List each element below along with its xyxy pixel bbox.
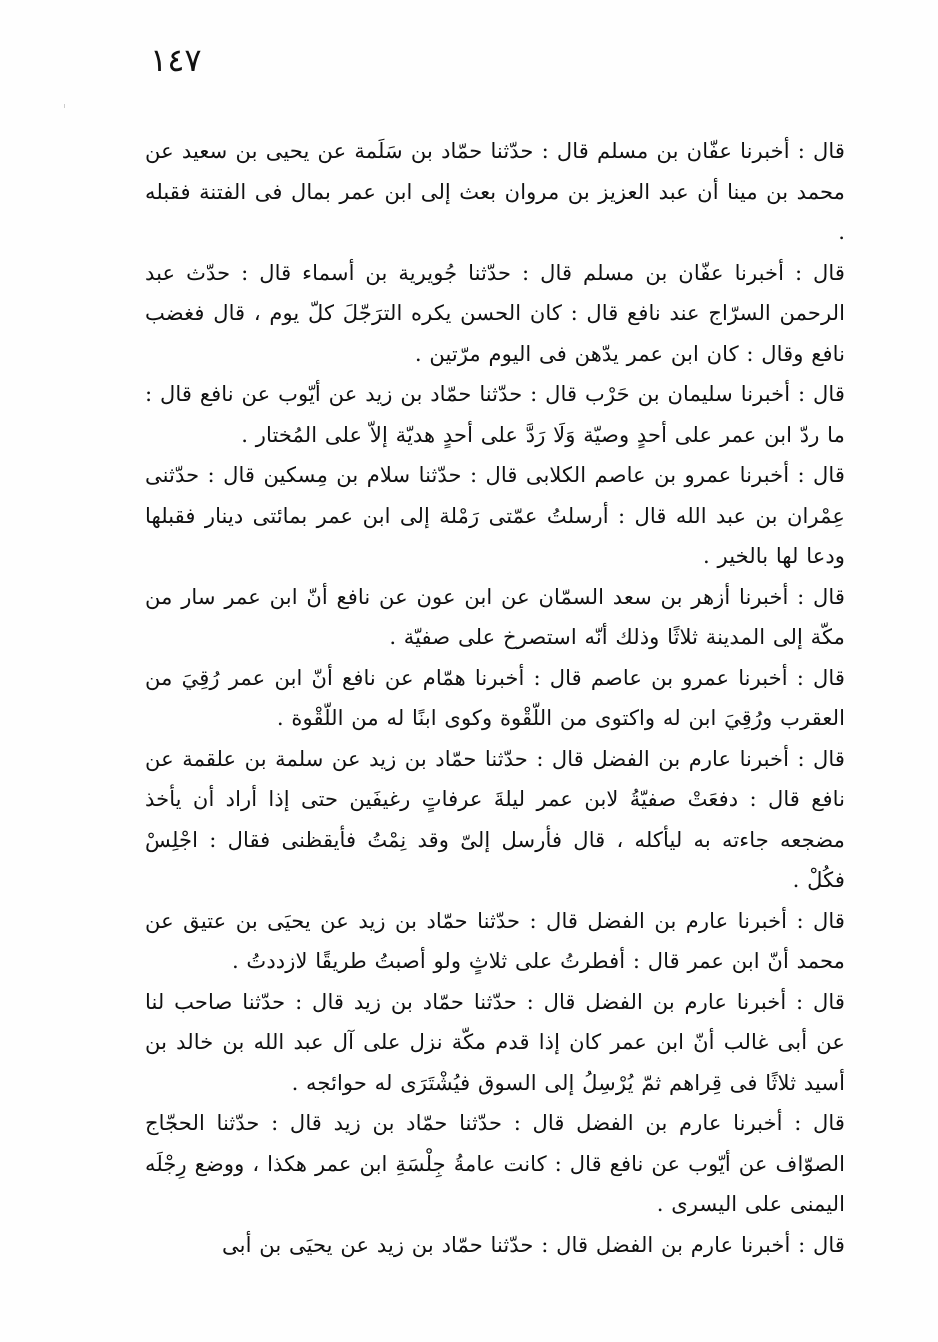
paragraph-8: قال : أخبرنا عارم بن الفضل قال : حدّثنا حمّاد بن زيد عن يحيَى بن عتيق عن محمد أنّ ابن عمر قال : أفطرتُ على ثلاثٍ ولو أصبتُ طريقًا لازددتُ .: [145, 907, 845, 973]
text-column: [145, 131, 845, 1265]
paragraph-1: قال : أخبرنا عفّان بن مسلم قال : حدّثنا حمّاد بن سَلَمة عن يحيى بن سعيد عن محمد بن مينا أن عبد العزيز بن مروان بعث إلى ابن عمر بمال فى الفتنة فقبله .: [145, 138, 845, 244]
paragraph-5: قال : أخبرنا أزهر بن سعد السمّان عن ابن عون عن نافع أنّ ابن عمر سار من مكّة إلى المدينة ثلاثًا وذلك أنّه استصرخ على صفيّة .: [145, 583, 845, 649]
paragraph-4: قال : أخبرنا عمرو بن عاصم الكلابى قال : حدّثنا سلام بن مِسكين قال : حدّثنى عِمْران بن عبد الله قال : أرسلتُ عمّتى رَمْلة إلى ابن عمر بمائتى دينار فقبلها ودعا لها بالخير .: [145, 462, 845, 568]
paragraph-9: قال : أخبرنا عارم بن الفضل قال : حدّثنا حمّاد بن زيد قال : حدّثنا صاحب لنا عن أبى غالب أنّ ابن عمر كان إذا قدم مكّة نزل على آل عبد الله بن خالد بن أسيد ثلاثًا فى قِراهم ثمّ يُرْسِلُ إلى السوق فيُشْتَرَى له حوائجه .: [145, 988, 845, 1095]
page-number: ١٤٧: [150, 41, 202, 79]
paragraph-10: قال : أخبرنا عارم بن الفضل قال : حدّثنا حمّاد بن زيد قال : حدّثنا الحجّاج الصوّاف عن أيّوب عن نافع قال : كانت عامةُ جِلْسَةِ ابن عمر هكذا ، ووضع رِجْلَه اليمنى على اليسرى .: [145, 1110, 845, 1216]
paragraph-7: قال : أخبرنا عارم بن الفضل قال : حدّثنا حمّاد بن زيد عن سلمة بن علقمة عن نافع قال : دفعَتْ صفيّةُ لابن عمر ليلةَ عرفاتٍ رغيفَين حتى إذا أراد أن يأخذ مضجعه جاءته به ليأكله ، قال فأرسل إلىّ وقد نِمْتُ فأيقظنى فقال : اجْلِسْ فكُلْ .: [145, 745, 845, 892]
paragraph-11: قال : أخبرنا عارم بن الفضل قال : حدّثنا حمّاد بن زيد عن يحيَى بن أبى: [222, 1231, 845, 1257]
paragraph-3: قال : أخبرنا سليمان بن حَرْب قال : حدّثنا حمّاد بن زيد عن أيّوب عن نافع قال : ما ردّ ابن عمر على أحدٍ وصيّة وَلَا رَدَّ على أحدٍ هديّة إلاّ على المُختار .: [145, 381, 845, 447]
paragraph-6: قال : أخبرنا عمرو بن عاصم قال : أخبرنا همّام عن نافع أنّ ابن عمر رُقِيَ من العقرب ورُقِيَ ابن له واكتوى من اللّقْوة وكوى ابنًا له من اللّقْوة .: [145, 664, 845, 730]
paragraph-2: قال : أخبرنا عفّان بن مسلم قال : حدّثنا جُويرية بن أسماء قال : حدّث عبد الرحمن السرّاج عند نافع قال : كان الحسن يكره الترَجّلَ كلّ يوم ، قال فغضب نافع وقال : كان ابن عمر يدّهن فى اليوم مرّتين .: [145, 259, 845, 366]
margin-mark: [64, 104, 65, 108]
